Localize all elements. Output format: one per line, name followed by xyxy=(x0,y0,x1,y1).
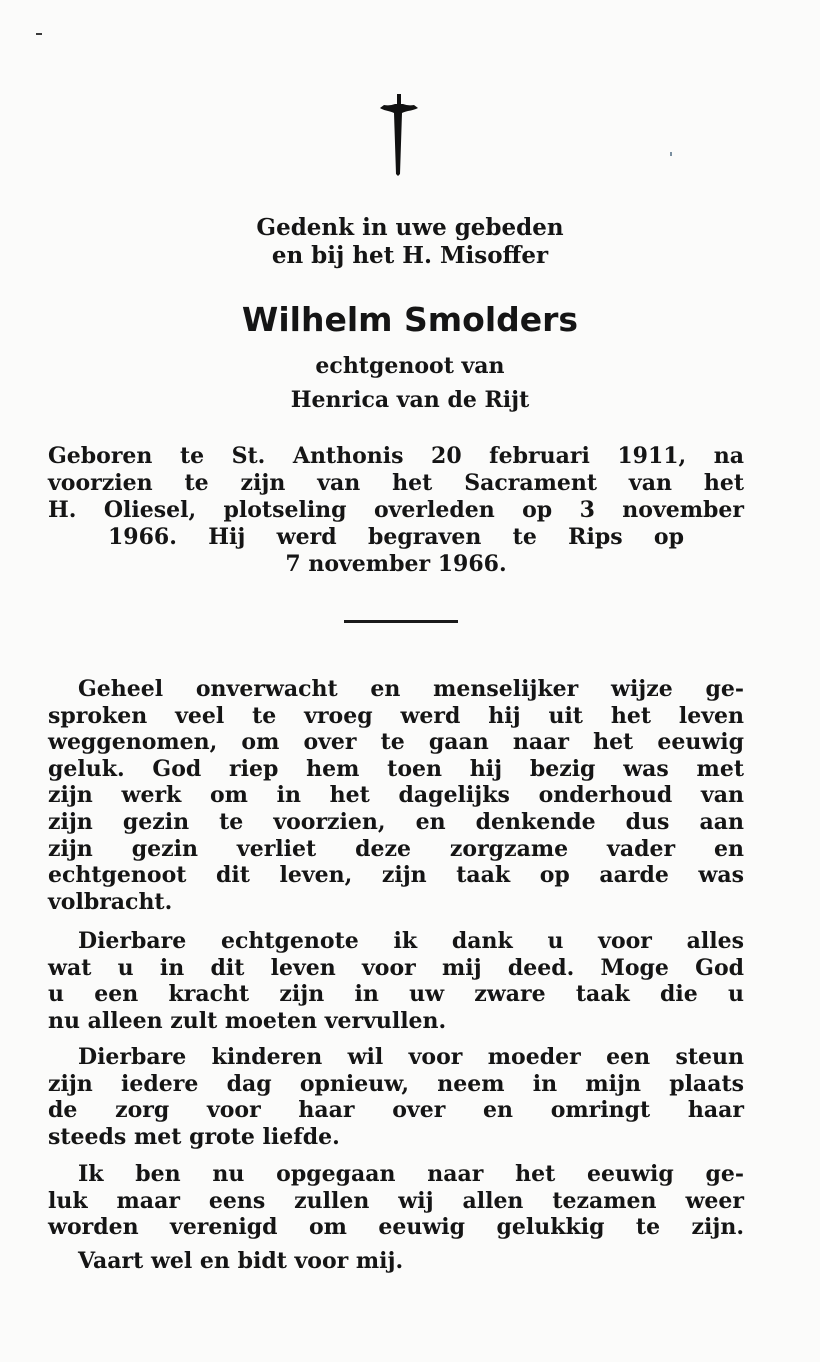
text-line: nu alleen zult moeten vervullen. xyxy=(48,1007,447,1034)
print-speck xyxy=(670,152,672,156)
prayer-line: en bij het H. Misoffer xyxy=(271,242,549,269)
text-line: Ik ben nu opgegaan naar het eeuwig ge- xyxy=(78,1161,744,1187)
paragraph xyxy=(48,1248,744,1275)
text-line: u een kracht zijn in uw zware taak die u xyxy=(48,981,744,1008)
print-speck xyxy=(36,33,42,35)
spouse-label: echtgenoot van xyxy=(315,353,505,379)
bio-line: H. Oliesel, plotseling overleden op 3 november xyxy=(48,497,744,523)
text-line: sproken veel te vroeg werd hij uit het leven xyxy=(48,702,744,729)
text-line: zijn gezin te voorzien, en denkende dus aan xyxy=(48,808,744,835)
text-line: Geheel onverwacht en menselijker wijze ge- xyxy=(78,676,744,702)
text-line: geluk. God riep hem toen hij bezig was met xyxy=(48,755,744,782)
text-line: wat u in dit leven voor mij deed. Moge God xyxy=(48,954,744,981)
text-line: luk maar eens zullen wij allen tezamen weer xyxy=(48,1187,744,1214)
paragraph xyxy=(48,928,744,1034)
prayer-text xyxy=(0,214,820,270)
biography xyxy=(48,443,744,578)
text-line: Dierbare kinderen wil voor moeder een steun xyxy=(78,1044,744,1070)
divider xyxy=(344,620,458,623)
cross-icon xyxy=(378,94,420,176)
paragraph xyxy=(48,1044,744,1150)
text-line: zijn iedere dag opnieuw, neem in mijn plaats xyxy=(48,1070,744,1097)
bio-line: 7 november 1966. xyxy=(285,551,507,577)
prayer-line: Gedenk in uwe gebeden xyxy=(256,214,564,241)
spouse-name: Henrica van de Rijt xyxy=(290,387,530,413)
text-line: Dierbare echtgenote ik dank u voor alles xyxy=(78,928,744,954)
text-line: de zorg voor haar over en omringt haar xyxy=(48,1097,744,1124)
text-line: steeds met grote liefde. xyxy=(48,1123,340,1150)
text-line: zijn werk om in het dagelijks onderhoud van xyxy=(48,782,744,809)
text-line: echtgenoot dit leven, zijn taak op aarde was xyxy=(48,862,744,889)
bio-line: 1966. Hij werd begraven te Rips op xyxy=(108,524,684,550)
text-line: Vaart wel en bidt voor mij. xyxy=(78,1248,404,1274)
paragraph xyxy=(48,1161,744,1241)
text-line: volbracht. xyxy=(48,888,173,915)
text-line: zijn gezin verliet deze zorgzame vader en xyxy=(48,835,744,862)
text-line: worden verenigd om eeuwig gelukkig te zijn. xyxy=(48,1214,744,1241)
bio-line: Geboren te St. Anthonis 20 februari 1911, na xyxy=(48,443,744,469)
paragraph xyxy=(48,676,744,915)
deceased-name: Wilhelm Smolders xyxy=(241,300,579,339)
bio-line: voorzien te zijn van het Sacrament van het xyxy=(48,470,744,496)
text-line: weggenomen, om over te gaan naar het eeuwig xyxy=(48,729,744,756)
